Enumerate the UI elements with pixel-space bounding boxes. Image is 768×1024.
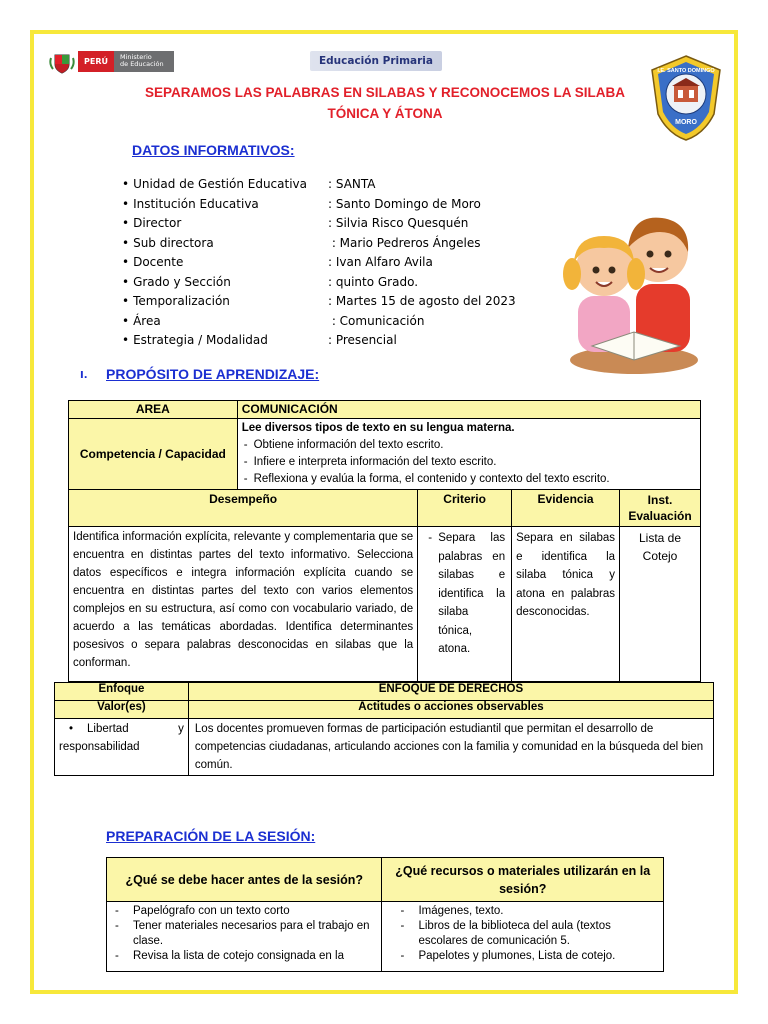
valor-label: Valor(es)	[55, 701, 189, 719]
enfoque-value: ENFOQUE DE DERECHOS	[188, 683, 713, 701]
col-evidencia: Evidencia	[512, 490, 620, 527]
col-desempeno: Desempeño	[69, 490, 418, 527]
education-banner: Educación Primaria	[310, 51, 442, 71]
info-label: • Sub directora	[122, 234, 328, 254]
ministry-label	[114, 51, 174, 72]
children-reading-illustration	[562, 196, 702, 378]
competencia-title: Lee diversos tipos de texto en su lengua materna.	[241, 422, 515, 434]
criterio-text: - Separa las palabras en silabas e identifica la silaba tónica, atona.	[418, 527, 512, 682]
prep-col1: ¿Qué se debe hacer antes de la sesión?	[107, 858, 382, 902]
area-label: AREA	[69, 401, 238, 419]
area-value: COMUNICACIÓN	[237, 401, 700, 419]
info-value: : Santo Domingo de Moro	[328, 196, 481, 211]
info-value: : quinto Grado.	[328, 274, 419, 289]
info-row	[122, 214, 542, 234]
info-row	[122, 175, 542, 195]
datos-title: DATOS INFORMATIVOS:	[132, 142, 295, 158]
info-label: • Docente	[122, 253, 328, 273]
info-row	[122, 331, 542, 351]
list-item: - Papelotes y plumones, Lista de cotejo.	[394, 949, 657, 964]
info-label: • Unidad de Gestión Educativa	[122, 175, 328, 195]
capacidad-text: Infiere e interpreta información del texto escrito.	[253, 456, 497, 468]
list-item: - Papelógrafo con un texto corto	[109, 904, 375, 919]
recursos-list	[394, 904, 657, 964]
ministry-line-1: Ministerio	[120, 53, 152, 61]
info-label: • Institución Educativa	[122, 195, 328, 215]
capacidad-item: - Reflexiona y evalúa la forma, el contenido y contexto del texto escrito.	[243, 473, 610, 485]
capacidad-text: Obtiene información del texto escrito.	[253, 439, 444, 451]
info-label: • Director	[122, 214, 328, 234]
info-value: : Comunicación	[328, 313, 425, 328]
info-label: • Área	[122, 312, 328, 332]
preparacion-table	[106, 857, 664, 972]
list-item: - Revisa la lista de cotejo consignada en la	[109, 949, 375, 964]
capacidad-item: - Infiere e interpreta información del texto escrito.	[243, 456, 497, 468]
enfoque-label: Enfoque	[55, 683, 189, 701]
col-criterio: Criterio	[418, 490, 512, 527]
valor-cell: • Libertad y responsabilidad	[55, 719, 189, 776]
info-value: : Ivan Alfaro Avila	[328, 255, 433, 269]
proposito-table	[68, 400, 701, 682]
acciones-label: Actitudes o acciones observables	[188, 701, 713, 719]
info-label: • Estrategia / Modalidad	[122, 331, 328, 351]
title-line-2: TÓNICA Y ÁTONA	[327, 106, 443, 121]
info-row	[122, 292, 542, 312]
info-value: : SANTA	[328, 177, 376, 191]
info-row	[122, 253, 542, 273]
list-item: - Libros de la biblioteca del aula (textos escolares de comunicación 5.	[394, 919, 657, 949]
valor-text: Libertad y responsabilidad	[59, 723, 184, 753]
prep-col2: ¿Qué recursos o materiales utilizarán en la sesión?	[382, 858, 664, 902]
info-value: : Presencial	[328, 333, 397, 347]
capacidades-list	[242, 437, 696, 488]
preparacion-title: PREPARACIÓN DE LA SESIÓN:	[106, 828, 316, 844]
info-value: : Silvia Risco Quesquén	[328, 216, 469, 230]
capacidad-text: Reflexiona y evalúa la forma, el contenido y contexto del texto escrito.	[253, 473, 610, 485]
antes-list	[109, 904, 375, 964]
accion-text: Los docentes promueven formas de participación estudiantil que permitan el desarrollo de competencias ciudadanas, articulando acciones con la familia y comunidad en la búsqueda del bien común.	[188, 719, 713, 776]
evidencia-text: Separa en silabas e identifica la silaba tónica y atona en palabras desconocidas.	[512, 527, 620, 682]
proposito-title: PROPÓSITO DE APRENDIZAJE:	[106, 366, 320, 382]
info-row	[122, 273, 542, 293]
page-title	[110, 82, 660, 124]
info-value: : Martes 15 de agosto del 2023	[328, 294, 516, 308]
logo-text-bottom: MORO	[675, 119, 697, 126]
col-inst: Inst. Evaluación	[620, 490, 701, 527]
info-row	[122, 234, 542, 254]
logo-text-top: I.E. SANTO DOMINGO	[657, 68, 715, 74]
capacidad-item: - Obtiene información del texto escrito.	[243, 439, 444, 451]
inst-text: Lista de Cotejo	[620, 527, 701, 682]
peru-shield-icon	[48, 52, 76, 74]
info-row	[122, 312, 542, 332]
info-label: • Grado y Sección	[122, 273, 328, 293]
title-line-1: SEPARAMOS LAS PALABRAS EN SILABAS Y RECONOCEMOS LA SILABA	[144, 85, 626, 100]
enfoque-table	[54, 682, 714, 776]
info-value: : Mario Pedreros Ángeles	[328, 235, 481, 250]
competencia-label: Competencia / Capacidad	[69, 419, 238, 490]
info-list	[122, 175, 542, 351]
criterio-value: Separa las palabras en silabas e identifica la silaba tónica, atona.	[438, 532, 506, 655]
ministry-line-2: de Educación	[120, 60, 164, 68]
school-logo	[648, 52, 724, 144]
info-row	[122, 195, 542, 215]
info-label: • Temporalización	[122, 292, 328, 312]
list-item: - Tener materiales necesarios para el trabajo en clase.	[109, 919, 375, 949]
list-item: - Imágenes, texto.	[394, 904, 657, 919]
desempeno-text: Identifica información explícita, relevante y complementaria que se encuentra en distintas partes del texto informativo. Selecciona datos específicos e integra información explícita cuando se encuentra en distintas partes del texto con varios elementos complejos en su estructura, así como con vocabulario variado, de acuerdo a las temáticas abordadas. Identifica determinantes posesivos o separa palabras desconocidas en silabas que la conforman.	[69, 527, 418, 682]
peru-label: PERÚ	[78, 51, 114, 72]
section-number: I.	[80, 370, 88, 381]
